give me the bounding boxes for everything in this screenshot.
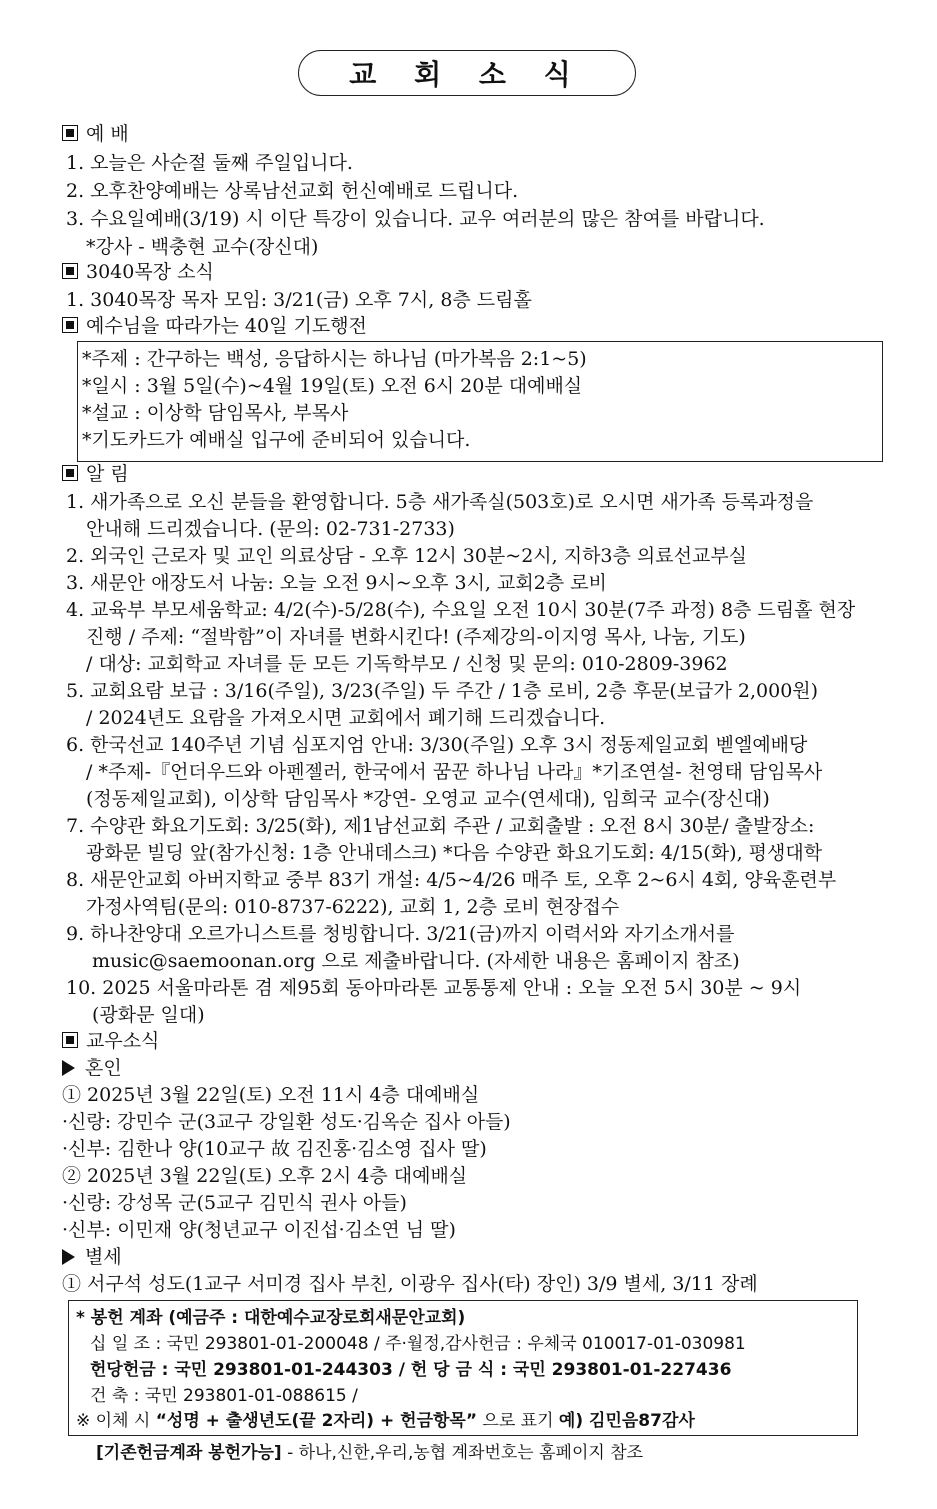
- list-item: 2. 오후찬양예배는 상록남선교회 헌신예배로 드립니다.: [66, 180, 519, 202]
- section-heading: 예 배: [86, 123, 129, 145]
- page-title: 교 회 소 식: [298, 50, 636, 96]
- offering-footer: [96, 1440, 643, 1466]
- list-item: *설교 : 이상학 담임목사, 부목사: [82, 402, 349, 424]
- list-item: 9. 하나찬양대 오르가니스트를 청빙합니다. 3/21(금)까지 이력서와 자기소개서를: [66, 923, 735, 945]
- offering-heading: * 봉헌 계좌 (예금주 : 대한예수교장로회새문안교회): [76, 1308, 466, 1328]
- list-item: ·신부: 이민재 양(청년교구 이진섭·김소연 님 딸): [62, 1219, 456, 1241]
- list-item: 3. 새문안 애장도서 나눔: 오늘 오전 9시~오후 3시, 교회2층 로비: [66, 572, 607, 594]
- filled-square-icon: [62, 263, 78, 279]
- list-item: 7. 수양관 화요기도회: 3/25(화), 제1남선교회 주관 / 교회출발 : 오전 8시 30분/ 출발장소:: [66, 815, 815, 837]
- filled-square-icon: [62, 125, 78, 141]
- section-heading: 3040목장 소식: [86, 261, 214, 283]
- list-item: *일시 : 3월 5일(수)~4월 19일(토) 오전 6시 20분 대예배실: [82, 375, 583, 397]
- list-item: ① 서구석 성도(1교구 서미경 집사 부친, 이광우 집사(타) 장인) 3/9 별세, 3/11 장례: [62, 1273, 758, 1295]
- section-mokjang: [62, 259, 214, 285]
- transfer-note: [76, 1408, 695, 1434]
- list-item: / 대상: 교회학교 자녀를 둔 모든 기독학부모 / 신청 및 문의: 010-2809-3962: [86, 653, 728, 675]
- triangle-right-icon: [62, 1249, 75, 1265]
- list-item: 광화문 빌딩 앞(참가신청: 1층 안내데스크) *다음 수양관 화요기도회: 4/15(화), 평생대학: [86, 842, 823, 864]
- list-item: 1. 새가족으로 오신 분들을 환영합니다. 5층 새가족실(503호)로 오시면 새가족 등록과정을: [66, 491, 814, 513]
- transfer-prefix: ※ 이체 시: [76, 1411, 151, 1431]
- list-item: ·신랑: 강성목 군(5교구 김민식 권사 아들): [62, 1192, 407, 1214]
- section-notices: [62, 461, 129, 487]
- list-item: 5. 교회요람 보급 : 3/16(주일), 3/23(주일) 두 주간 / 1층 로비, 2층 후문(보급가 2,000원): [66, 680, 819, 702]
- transfer-mid: 으로 표기: [482, 1411, 554, 1431]
- section-prayer: [62, 313, 367, 339]
- filled-square-icon: [62, 465, 78, 481]
- list-item: ·신랑: 강민수 군(3교구 강일환 성도·김옥순 집사 아들): [62, 1111, 511, 1133]
- section-heading: 교우소식: [86, 1030, 160, 1052]
- list-item: 진행 / 주제: “절박함”이 자녀를 변화시킨다! (주제강의-이지영 목사, 나눔, 기도): [86, 626, 746, 648]
- footer-text: - 하나,신한,우리,농협 계좌번호는 홈페이지 참조: [287, 1443, 644, 1463]
- list-item: ② 2025년 3월 22일(토) 오후 2시 4층 대예배실: [62, 1165, 468, 1187]
- list-item: 안내해 드리겠습니다. (문의: 02-731-2733): [86, 518, 455, 540]
- list-item: *주제 : 간구하는 백성, 응답하시는 하나님 (마가복음 2:1~5): [82, 348, 587, 370]
- section-worship: [62, 121, 129, 147]
- list-item: (정동제일교회), 이상학 담임목사 *강연- 오영교 교수(연세대), 임희국 교수(장신대): [86, 788, 770, 810]
- list-item: *강사 - 백충현 교수(장신대): [86, 236, 319, 258]
- subsection-death: [62, 1244, 122, 1270]
- list-item: / 2024년도 요람을 가져오시면 교회에서 폐기해 드리겠습니다.: [86, 707, 606, 729]
- footer-label: [기존헌금계좌 봉헌가능]: [96, 1443, 282, 1463]
- list-item: / *주제-『언더우드와 아펜젤러, 한국에서 꿈꾼 하나님 나라』*기조연설- 천영태 담임목사: [86, 761, 823, 783]
- list-item: 10. 2025 서울마라톤 겸 제95회 동아마라톤 교통통제 안내 : 오늘 오전 5시 30분 ~ 9시: [66, 977, 802, 999]
- list-item: 4. 교육부 부모세움학교: 4/2(수)-5/28(수), 수요일 오전 10시 30분(7주 과정) 8층 드림홀 현장: [66, 599, 856, 621]
- list-item: 1. 3040목장 목자 모임: 3/21(금) 오후 7시, 8층 드림홀: [66, 289, 532, 311]
- offering-row: 건 축 : 국민 293801-01-088615 /: [90, 1386, 358, 1406]
- list-item: *기도카드가 예배실 입구에 준비되어 있습니다.: [82, 429, 471, 451]
- subsection-wedding: [62, 1055, 122, 1081]
- list-item: 2. 외국인 근로자 및 교인 의료상담 - 오후 12시 30분~2시, 지하3층 의료선교부실: [66, 545, 748, 567]
- list-item: 가정사역팀(문의: 010-8737-6222), 교회 1, 2층 로비 현장접수: [86, 896, 620, 918]
- transfer-example: 예) 김민음87감사: [558, 1411, 695, 1431]
- filled-square-icon: [62, 1032, 78, 1048]
- list-item: 1. 오늘은 사순절 둘째 주일입니다.: [66, 152, 353, 174]
- subsection-heading: 혼인: [85, 1057, 122, 1079]
- section-heading: 알 림: [86, 463, 129, 485]
- triangle-right-icon: [62, 1060, 75, 1076]
- subsection-heading: 별세: [85, 1246, 122, 1268]
- list-item: ① 2025년 3월 22일(토) 오전 11시 4층 대예배실: [62, 1084, 480, 1106]
- section-members: [62, 1028, 159, 1054]
- list-item: music@saemoonan.org 으로 제출바랍니다. (자세한 내용은 홈페이지 참조): [92, 950, 740, 972]
- filled-square-icon: [62, 317, 78, 333]
- list-item: 6. 한국선교 140주년 기념 심포지엄 안내: 3/30(주일) 오후 3시 정동제일교회 벧엘예배당: [66, 734, 808, 756]
- transfer-format: “성명 + 출생년도(끝 2자리) + 헌금항목”: [155, 1411, 478, 1431]
- list-item: 8. 새문안교회 아버지학교 중부 83기 개설: 4/5~4/26 매주 토, 오후 2~6시 4회, 양육훈련부: [66, 869, 837, 891]
- offering-row: 십 일 조 : 국민 293801-01-200048 / 주·월정,감사헌금 : 우체국 010017-01-030981: [90, 1334, 746, 1354]
- list-item: 3. 수요일예배(3/19) 시 이단 특강이 있습니다. 교우 여러분의 많은 참여를 바랍니다.: [66, 208, 765, 230]
- list-item: (광화문 일대): [92, 1004, 205, 1026]
- list-item: ·신부: 김한나 양(10교구 故 김진홍·김소영 집사 딸): [62, 1138, 487, 1160]
- section-heading: 예수님을 따라가는 40일 기도행전: [86, 315, 367, 337]
- offering-row: 헌당헌금 : 국민 293801-01-244303 / 헌 당 금 식 : 국민 293801-01-227436: [90, 1360, 732, 1380]
